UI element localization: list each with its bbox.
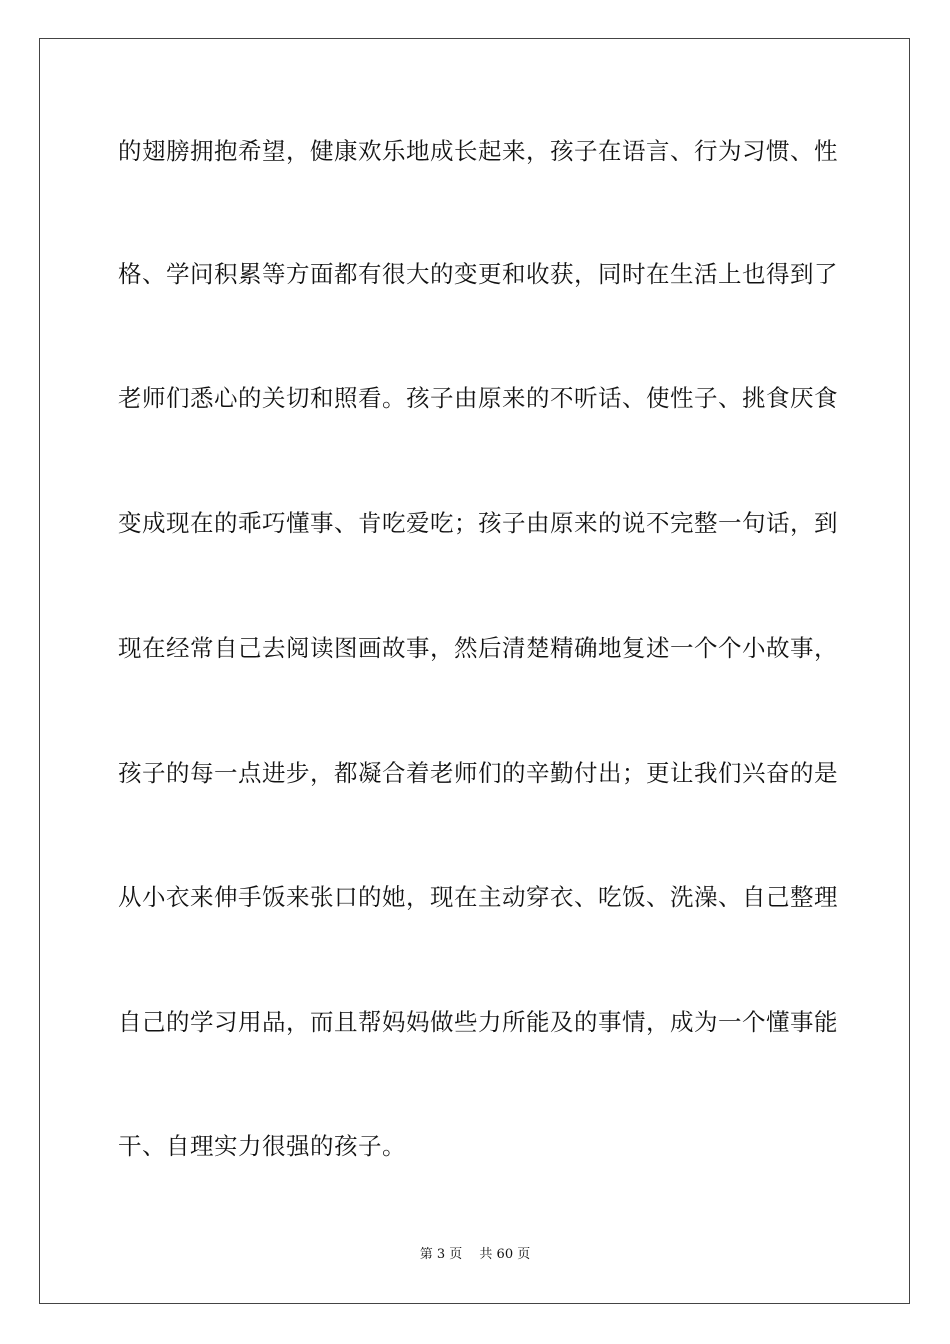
body-text-line: 自己的学习用品，而且帮妈妈做些力所能及的事情，成为一个懂事能 [118,1008,838,1036]
page-border [39,38,910,1304]
body-text-line: 格、学问积累等方面都有很大的变更和收获，同时在生活上也得到了 [118,260,838,288]
body-text-line: 现在经常自己去阅读图画故事，然后清楚精确地复述一个个小故事， [118,634,838,662]
body-text-line: 从小衣来伸手饭来张口的她，现在主动穿衣、吃饭、洗澡、自己整理 [118,883,838,911]
body-text-line: 变成现在的乖巧懂事、肯吃爱吃；孩子由原来的说不完整一句话，到 [118,509,838,537]
body-text-line-last: 干、自理实力很强的孩子。 [118,1132,406,1160]
page-number-footer: 第 3 页 共 60 页 [419,1247,531,1262]
body-text-line: 老师们悉心的关切和照看。孩子由原来的不听话、使性子、挑食厌食 [118,384,838,412]
body-text-line: 孩子的每一点进步，都凝合着老师们的辛勤付出；更让我们兴奋的是 [118,759,838,787]
body-text-line: 的翅膀拥抱希望，健康欢乐地成长起来，孩子在语言、行为习惯、性 [118,137,838,165]
